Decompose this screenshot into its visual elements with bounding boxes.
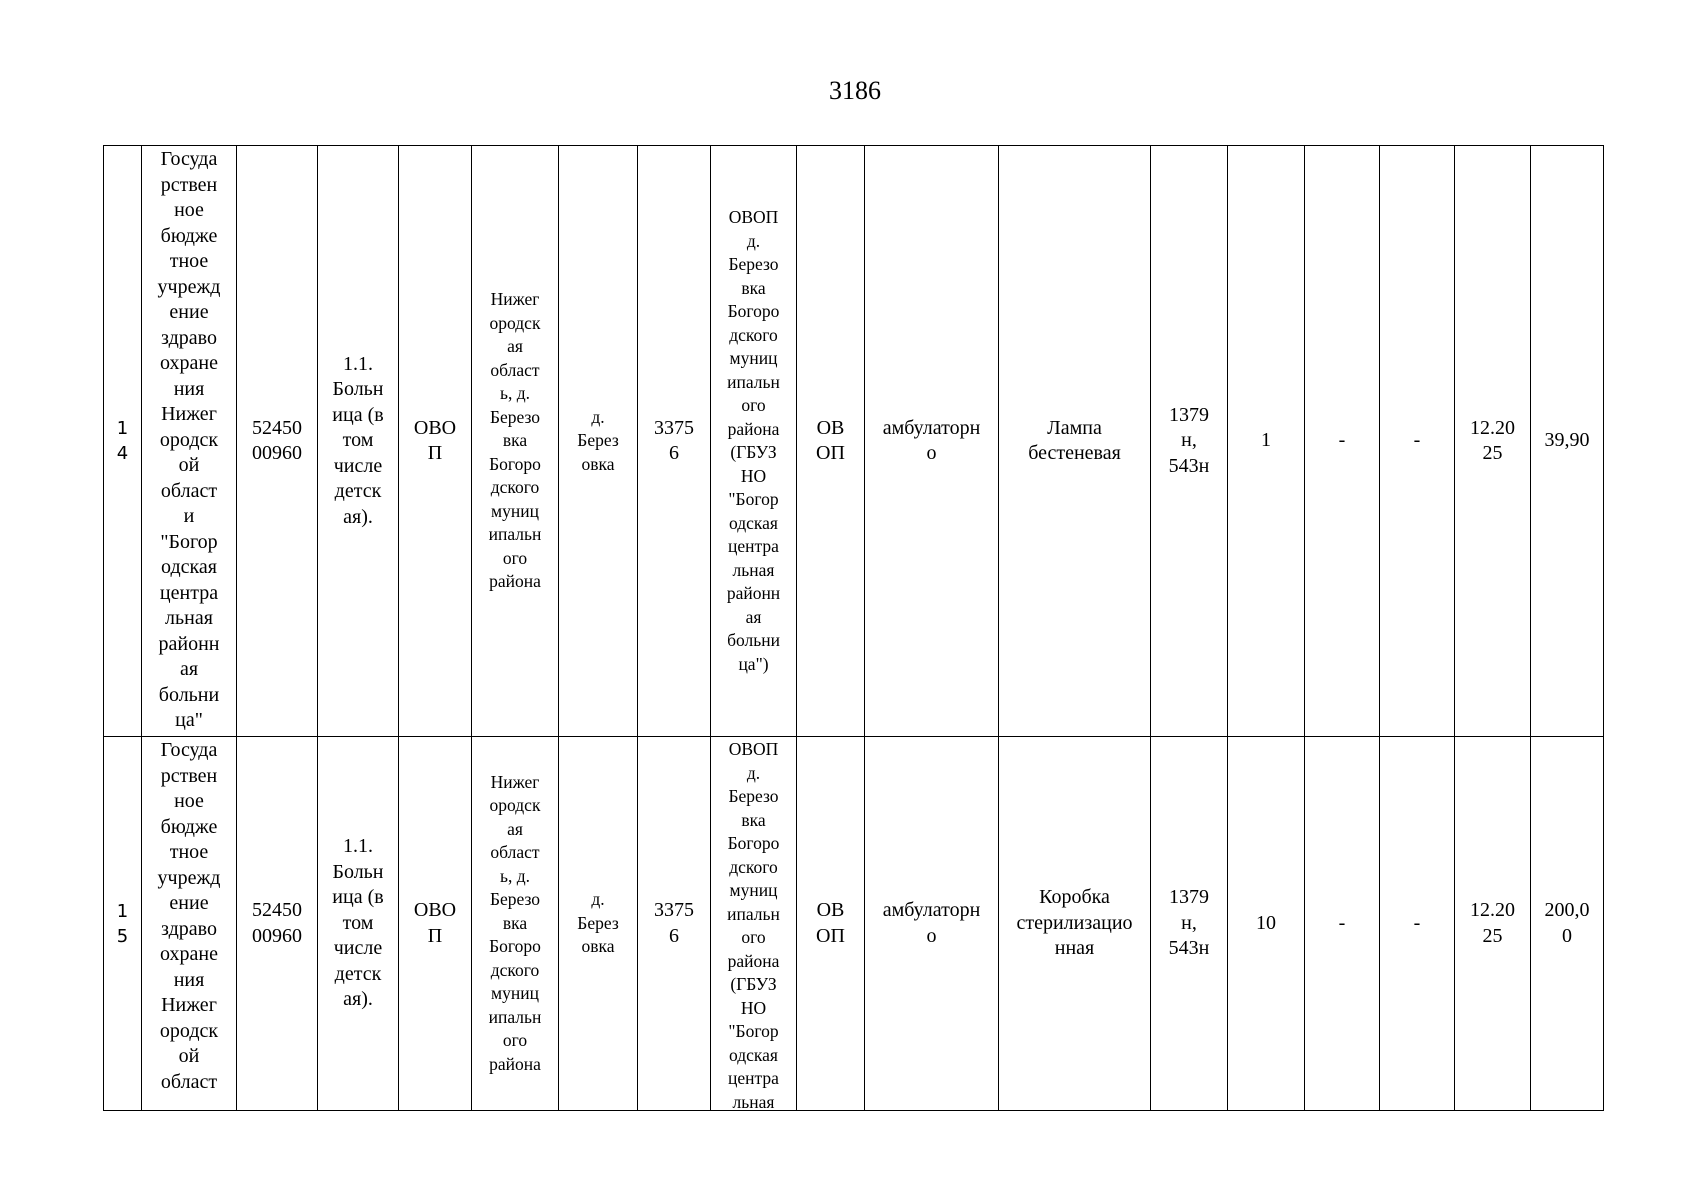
cell-order: 1379 н, 543н: [1151, 146, 1228, 737]
cell-equipment: Коробка стерилизацио нная: [999, 737, 1151, 1111]
cell-col-b: -: [1380, 146, 1455, 737]
cell-facility: [711, 737, 797, 1111]
equipment-table: [103, 145, 1604, 1111]
cell-address: Нижег ородск ая област ь, д. Березо вка Богоро дского муниц ипальн ого района: [472, 737, 559, 1111]
cell-unit: ОВ ОП: [797, 737, 865, 1111]
cell-postcode: 3375 6: [638, 146, 711, 737]
cell-quantity: 10: [1228, 737, 1305, 1111]
cell-care-form: амбулаторн о: [865, 146, 999, 737]
cell-amount: 200,0 0: [1531, 737, 1604, 1111]
page-number: 3186: [829, 76, 881, 105]
cell-subdivision: ОВО П: [399, 737, 472, 1111]
table-row: [104, 146, 1604, 737]
cell-care-form: амбулаторн о: [865, 737, 999, 1111]
cell-facility-type: 1.1. Больн ица (в том числе детск ая).: [318, 737, 399, 1111]
cell-col-a: -: [1305, 146, 1380, 737]
cell-organization: [142, 737, 237, 1111]
cell-quantity: 1: [1228, 146, 1305, 737]
cell-num: 1 4: [104, 146, 142, 737]
cell-organization-text: Госуда рствен ное бюдже тное учрежд ение здраво охране ния Нижег ородск ой област: [157, 739, 221, 1093]
cell-col-b: -: [1380, 737, 1455, 1111]
cell-locality: д. Берез овка: [559, 737, 638, 1111]
cell-num: 1 5: [104, 737, 142, 1111]
cell-date: 12.20 25: [1455, 737, 1531, 1111]
cell-order: 1379 н, 543н: [1151, 737, 1228, 1111]
cell-code: 52450 00960: [237, 737, 318, 1111]
cell-code: 52450 00960: [237, 146, 318, 737]
cell-amount: 39,90: [1531, 146, 1604, 737]
cell-subdivision: ОВО П: [399, 146, 472, 737]
cell-unit: ОВ ОП: [797, 146, 865, 737]
table-row: [104, 737, 1604, 1111]
cell-equipment: Лампа бестеневая: [999, 146, 1151, 737]
cell-date: 12.20 25: [1455, 146, 1531, 737]
cell-postcode: 3375 6: [638, 737, 711, 1111]
cell-address: Нижег ородск ая област ь, д. Березо вка Богоро дского муниц ипальн ого района: [472, 146, 559, 737]
cell-facility-text: ОВОП д. Березо вка Богоро дского муниц ипальн ого района (ГБУЗ НО "Богор одская центра льная: [727, 739, 780, 1110]
cell-facility-type: 1.1. Больн ица (в том числе детск ая).: [318, 146, 399, 737]
cell-facility: ОВОП д. Березо вка Богоро дского муниц ипальн ого района (ГБУЗ НО "Богор одская центра льная районн ая больни ца"): [711, 146, 797, 737]
cell-locality: д. Берез овка: [559, 146, 638, 737]
cell-organization: Госуда рствен ное бюдже тное учрежд ение здраво охране ния Нижег ородск ой област и "Богор одская центра льная районн ая больни ца": [142, 146, 237, 737]
cell-col-a: -: [1305, 737, 1380, 1111]
